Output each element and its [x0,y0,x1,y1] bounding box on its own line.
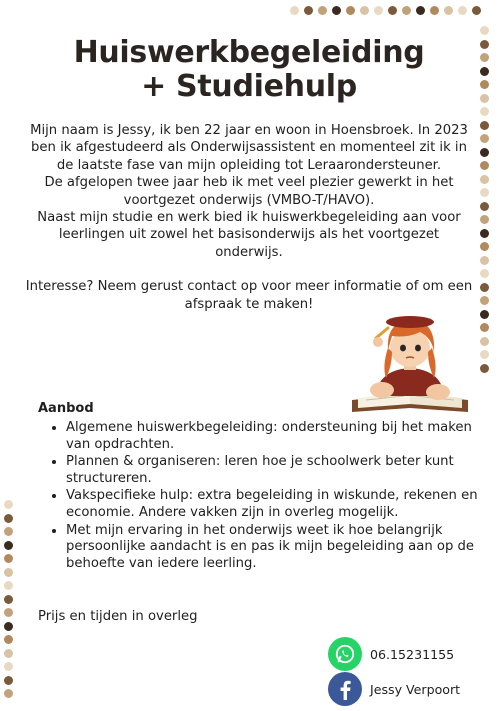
intro-paragraph-1: Mijn naam is Jessy, ik ben 22 jaar en woon in Hoensbroek. In 2023 ben ik afgestudeerd als Onderwijsassistent en momenteel zit ik in de laatste fase van mijn opleiding tot Leraarondersteuner. [30,123,468,173]
contact-name: Jessy Verpoort [370,681,461,697]
decorative-dot [4,649,13,658]
decorative-dot [4,568,13,577]
decorative-dot [430,6,439,15]
decorative-dot [4,500,13,509]
decorative-dot [4,554,13,563]
decorative-dot [332,6,341,15]
decorative-dot [480,175,489,184]
intro-paragraph-2: De afgelopen twee jaar heb ik met veel plezier gewerkt in het voortgezet onderwijs (VMBO-T/HAVO). [44,175,454,208]
decorative-dot [4,595,13,604]
title-line-2: + Studiehulp [141,69,357,104]
decorative-dot [480,202,489,211]
decorative-dot [480,323,489,332]
decorative-dot [4,635,13,644]
decorative-dot [318,6,327,15]
offer-item: • Plannen & organiseren: leren hoe je schoolwerk beter kunt structureren. [66,454,486,487]
price-note: Prijs en tijden in overleg [38,609,198,624]
decorative-dot [480,215,489,224]
offer-list [48,420,486,573]
decorative-dot [402,6,411,15]
decorative-dot [480,134,489,143]
decorative-dot [480,148,489,157]
intro-paragraph-4: Interesse? Neem gerust contact op voor meer informatie of om een afspraak te maken! [25,279,473,312]
intro-text [24,122,474,313]
offer-heading: Aanbod [38,401,94,416]
decorative-dot [444,6,453,15]
decorative-dot [304,6,313,15]
decorative-dot [4,622,13,631]
decorative-dot [4,662,13,671]
decorative-dot [4,514,13,523]
decorative-dot [480,229,489,238]
facebook-icon[interactable] [328,672,362,706]
decorative-dot [4,608,13,617]
decorative-dot [388,6,397,15]
decorative-dot [4,689,13,698]
decorative-dot [4,676,13,685]
decorative-dot [480,364,489,373]
decorative-dot [4,581,13,590]
decorative-dot [480,350,489,359]
decorative-dot [480,283,489,292]
decorative-dot [480,269,489,278]
decorative-dot [4,541,13,550]
student-reading-illustration [348,308,472,424]
decorative-dot [480,296,489,305]
contact-facebook[interactable] [328,672,460,706]
title-line-1: Huiswerkbegeleiding [73,35,425,70]
offer-item: • Met mijn ervaring in het onderwijs weet ik hoe belangrijk persoonlijke aandacht is en pas ik mijn begeleiding aan op de behoefte van iedere leerling. [66,523,486,573]
decorative-dot [480,310,489,319]
whatsapp-icon[interactable] [328,637,362,671]
decorative-dot [4,527,13,536]
decorative-dot [480,26,489,35]
intro-paragraph-3: Naast mijn studie en werk bied ik huiswerkbegeleiding aan voor leerlingen uit zowel het basisonderwijs als het voortgezet onderwijs. [37,210,461,260]
decorative-dot [480,337,489,346]
phone-number: 06.15231155 [370,646,455,662]
offer-item: • Algemene huiswerkbegeleiding: ondersteuning bij het maken van opdrachten. [66,420,486,453]
decorative-dot [480,188,489,197]
decorative-dot [480,107,489,116]
decorative-dot [374,6,383,15]
decorative-dot [360,6,369,15]
decorative-dot [472,6,481,15]
decorative-dot [480,242,489,251]
decorative-dot [346,6,355,15]
decorative-dot [416,6,425,15]
intro-spacer [24,261,474,278]
decorative-dot [480,256,489,265]
decorative-dot [290,6,299,15]
decorative-dot [480,121,489,130]
contact-phone[interactable] [328,637,454,671]
decorative-dot [458,6,467,15]
offer-item: • Vakspecifieke hulp: extra begeleiding in wiskunde, rekenen en economie. Andere vakken zijn in overleg mogelijk. [66,488,486,521]
decorative-dot [480,161,489,170]
page-title [0,36,498,104]
